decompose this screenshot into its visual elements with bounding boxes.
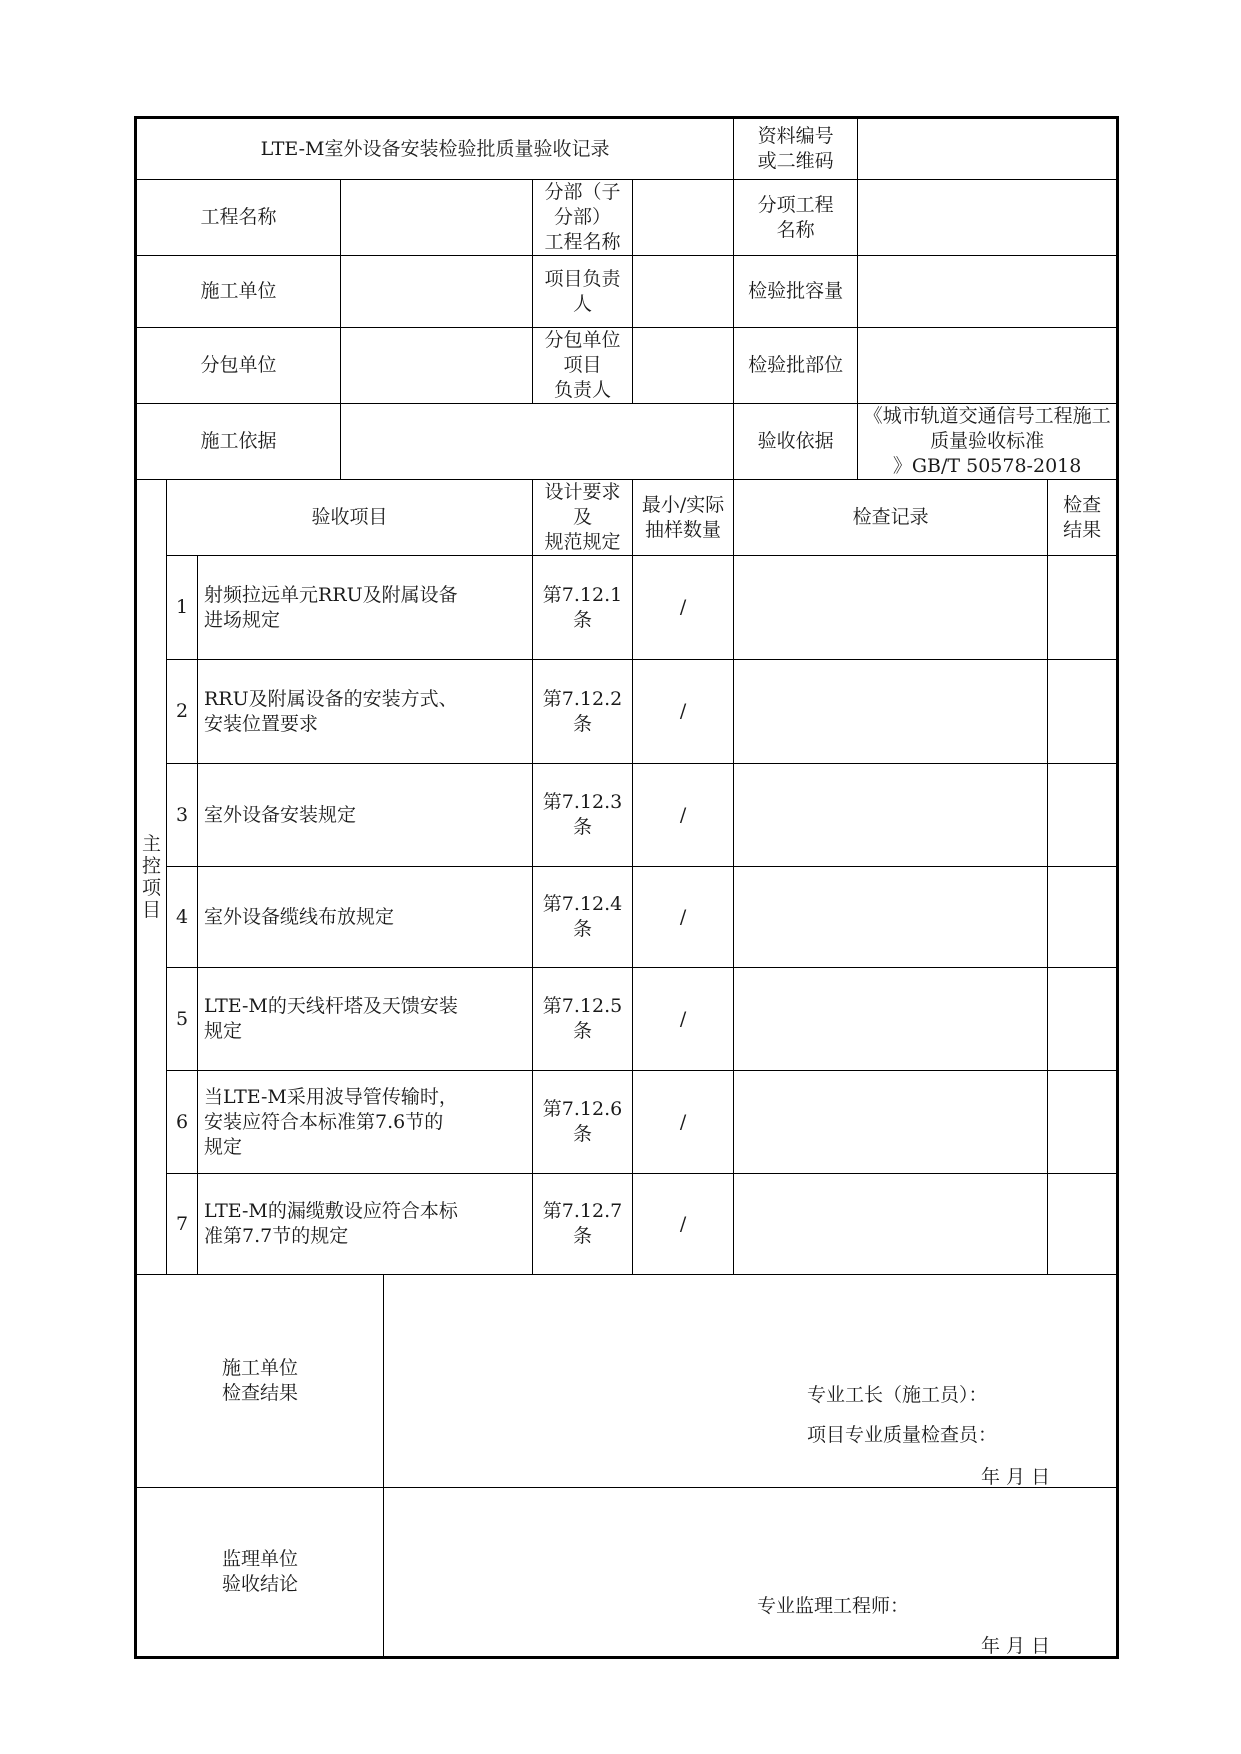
table-row [136,968,1118,1071]
item-number: 2 [167,660,198,764]
contractor-check-label: 施工单位 检查结果 [136,1275,384,1488]
item-result[interactable] [1048,867,1118,968]
item-clause: 第7.12.3条 [533,764,633,867]
inspector-signature-label: 项目专业质量检查员： [807,1424,998,1446]
foreman-signature-label: 专业工长（施工员）： [807,1384,988,1406]
item-record[interactable] [734,764,1048,867]
column-header-sample: 最小/实际 抽样数量 [633,480,734,556]
pm-label: 项目负责人 [533,256,633,328]
item-description: 当LTE-M采用波导管传输时， 安装应符合本标准第7.6节的 规定 [198,1071,533,1174]
table-row [136,867,1118,968]
item-clause: 第7.12.6条 [533,1071,633,1174]
capacity-label: 检验批容量 [734,256,858,328]
column-header-result: 检查 结果 [1048,480,1118,556]
contractor-value[interactable] [341,256,533,328]
subitem-value[interactable] [858,180,1118,256]
acceptance-basis-label: 验收依据 [734,404,858,480]
item-sample[interactable]: / [633,764,734,867]
supervisor-engineer-signature-label: 专业监理工程师： [757,1595,910,1617]
table-row [136,1071,1118,1174]
item-sample[interactable]: / [633,968,734,1071]
basis-label: 施工依据 [136,404,341,480]
sub-pm-label: 分包单位项目 负责人 [533,328,633,404]
doc-no-label: 资料编号 或二维码 [734,118,858,180]
item-description: 室外设备安装规定 [198,764,533,867]
item-description: 室外设备缆线布放规定 [198,867,533,968]
item-number: 1 [167,556,198,660]
item-record[interactable] [734,867,1048,968]
contractor-label: 施工单位 [136,256,341,328]
location-label: 检验批部位 [734,328,858,404]
item-record[interactable] [734,1174,1048,1275]
item-result[interactable] [1048,1071,1118,1174]
table-row [136,556,1118,660]
sub-pm-value[interactable] [633,328,734,404]
supervisor-check-signature-area[interactable] [384,1488,1118,1658]
item-record[interactable] [734,968,1048,1071]
pm-value[interactable] [633,256,734,328]
item-clause: 第7.12.2条 [533,660,633,764]
basis-value[interactable] [341,404,734,480]
acceptance-basis-value: 《城市轨道交通信号工程施工质量验收标准 》GB/T 50578-2018 [858,404,1118,480]
supervisor-check-label: 监理单位 验收结论 [136,1488,384,1658]
item-number: 3 [167,764,198,867]
contractor-check-date: 年 月 日 [981,1466,1051,1488]
division-value[interactable] [633,180,734,256]
item-clause: 第7.12.7条 [533,1174,633,1275]
item-record[interactable] [734,556,1048,660]
subcontractor-label: 分包单位 [136,328,341,404]
item-result[interactable] [1048,660,1118,764]
item-sample[interactable]: / [633,1071,734,1174]
item-number: 7 [167,1174,198,1275]
table-row [136,764,1118,867]
item-description: RRU及附属设备的安装方式、 安装位置要求 [198,660,533,764]
project-name-label: 工程名称 [136,180,341,256]
item-result[interactable] [1048,556,1118,660]
item-number: 5 [167,968,198,1071]
supervisor-check-date: 年 月 日 [981,1635,1051,1657]
form-title: LTE-M室外设备安装检验批质量验收记录 [136,118,734,180]
item-sample[interactable]: / [633,1174,734,1275]
item-number: 6 [167,1071,198,1174]
item-record[interactable] [734,1071,1048,1174]
section-label-main-control: 主 控 项 目 [136,480,167,1275]
table-row [136,660,1118,764]
capacity-value[interactable] [858,256,1118,328]
item-record[interactable] [734,660,1048,764]
inspection-record-form [134,116,1119,1659]
project-name-value[interactable] [341,180,533,256]
item-sample[interactable]: / [633,660,734,764]
subcontractor-value[interactable] [341,328,533,404]
item-sample[interactable]: / [633,556,734,660]
location-value[interactable] [858,328,1118,404]
column-header-record: 检查记录 [734,480,1048,556]
subitem-label: 分项工程 名称 [734,180,858,256]
item-clause: 第7.12.5条 [533,968,633,1071]
item-description: LTE-M的天线杆塔及天馈安装 规定 [198,968,533,1071]
item-description: LTE-M的漏缆敷设应符合本标 准第7.7节的规定 [198,1174,533,1275]
item-clause: 第7.12.4条 [533,867,633,968]
column-header-requirement: 设计要求及 规范规定 [533,480,633,556]
item-description: 射频拉远单元RRU及附属设备 进场规定 [198,556,533,660]
doc-no-value[interactable] [858,118,1118,180]
table-row [136,1174,1118,1275]
item-result[interactable] [1048,968,1118,1071]
division-label: 分部（子分部） 工程名称 [533,180,633,256]
column-header-item: 验收项目 [167,480,533,556]
item-number: 4 [167,867,198,968]
item-result[interactable] [1048,764,1118,867]
item-result[interactable] [1048,1174,1118,1275]
contractor-check-signature-area[interactable] [384,1275,1118,1488]
item-clause: 第7.12.1条 [533,556,633,660]
item-sample[interactable]: / [633,867,734,968]
